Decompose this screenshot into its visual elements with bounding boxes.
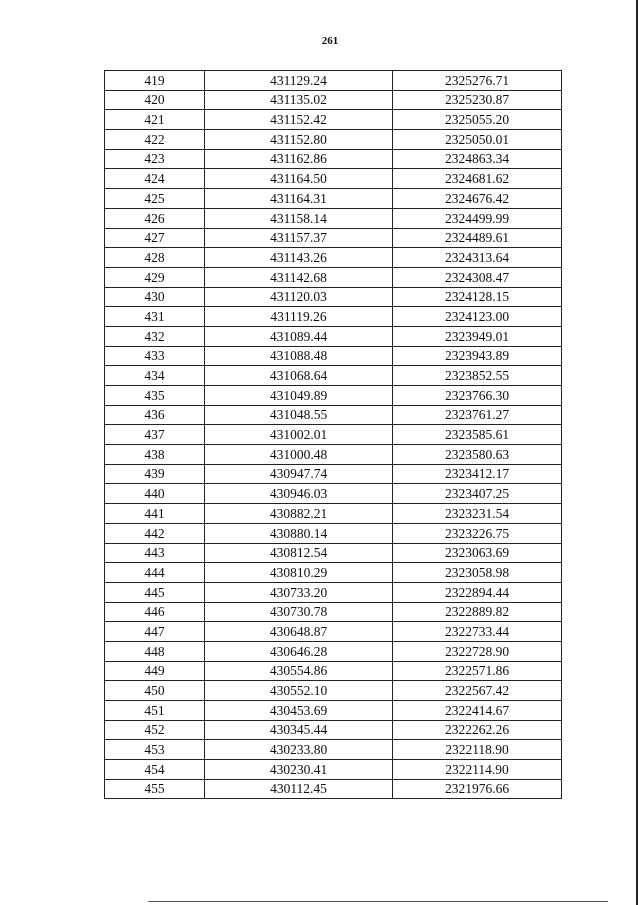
point-number-cell: 424 [105, 169, 205, 189]
y-coordinate-cell: 2322567.42 [393, 681, 562, 701]
y-coordinate-cell: 2323852.55 [393, 366, 562, 386]
x-coordinate-cell: 431068.64 [205, 366, 393, 386]
point-number-cell: 448 [105, 641, 205, 661]
table-row [105, 208, 562, 228]
x-coordinate-cell: 431002.01 [205, 425, 393, 445]
y-coordinate-cell: 2322894.44 [393, 582, 562, 602]
point-number-cell: 439 [105, 464, 205, 484]
y-coordinate-cell: 2324681.62 [393, 169, 562, 189]
point-number-cell: 428 [105, 248, 205, 268]
x-coordinate-cell: 430230.41 [205, 760, 393, 780]
table-row [105, 720, 562, 740]
x-coordinate-cell: 430812.54 [205, 543, 393, 563]
point-number-cell: 434 [105, 366, 205, 386]
point-number-cell: 447 [105, 622, 205, 642]
y-coordinate-cell: 2324863.34 [393, 149, 562, 169]
coordinates-table-body [105, 71, 562, 799]
y-coordinate-cell: 2323949.01 [393, 326, 562, 346]
page-edge-right [636, 0, 638, 905]
y-coordinate-cell: 2324123.00 [393, 307, 562, 327]
x-coordinate-cell: 431000.48 [205, 445, 393, 465]
y-coordinate-cell: 2325055.20 [393, 110, 562, 130]
x-coordinate-cell: 430552.10 [205, 681, 393, 701]
table-row [105, 425, 562, 445]
table-row [105, 366, 562, 386]
x-coordinate-cell: 430730.78 [205, 602, 393, 622]
point-number-cell: 427 [105, 228, 205, 248]
x-coordinate-cell: 431152.80 [205, 130, 393, 150]
y-coordinate-cell: 2324676.42 [393, 189, 562, 209]
table-row [105, 169, 562, 189]
y-coordinate-cell: 2322733.44 [393, 622, 562, 642]
table-row [105, 90, 562, 110]
table-row [105, 543, 562, 563]
y-coordinate-cell: 2323761.27 [393, 405, 562, 425]
point-number-cell: 451 [105, 701, 205, 721]
y-coordinate-cell: 2325230.87 [393, 90, 562, 110]
y-coordinate-cell: 2324499.99 [393, 208, 562, 228]
y-coordinate-cell: 2323058.98 [393, 563, 562, 583]
y-coordinate-cell: 2322728.90 [393, 641, 562, 661]
y-coordinate-cell: 2324128.15 [393, 287, 562, 307]
y-coordinate-cell: 2323063.69 [393, 543, 562, 563]
x-coordinate-cell: 431129.24 [205, 71, 393, 91]
point-number-cell: 441 [105, 504, 205, 524]
table-row [105, 602, 562, 622]
y-coordinate-cell: 2321976.66 [393, 779, 562, 799]
y-coordinate-cell: 2322262.26 [393, 720, 562, 740]
point-number-cell: 426 [105, 208, 205, 228]
y-coordinate-cell: 2323412.17 [393, 464, 562, 484]
point-number-cell: 436 [105, 405, 205, 425]
x-coordinate-cell: 431120.03 [205, 287, 393, 307]
x-coordinate-cell: 431157.37 [205, 228, 393, 248]
point-number-cell: 433 [105, 346, 205, 366]
point-number-cell: 455 [105, 779, 205, 799]
point-number-cell: 422 [105, 130, 205, 150]
page-edge-bottom [148, 901, 608, 902]
y-coordinate-cell: 2323580.63 [393, 445, 562, 465]
table-row [105, 405, 562, 425]
point-number-cell: 438 [105, 445, 205, 465]
x-coordinate-cell: 431135.02 [205, 90, 393, 110]
x-coordinate-cell: 431048.55 [205, 405, 393, 425]
point-number-cell: 446 [105, 602, 205, 622]
x-coordinate-cell: 431119.26 [205, 307, 393, 327]
x-coordinate-cell: 430880.14 [205, 523, 393, 543]
table-row [105, 445, 562, 465]
x-coordinate-cell: 430733.20 [205, 582, 393, 602]
y-coordinate-cell: 2325276.71 [393, 71, 562, 91]
table-row [105, 681, 562, 701]
y-coordinate-cell: 2323231.54 [393, 504, 562, 524]
x-coordinate-cell: 430646.28 [205, 641, 393, 661]
point-number-cell: 423 [105, 149, 205, 169]
point-number-cell: 442 [105, 523, 205, 543]
point-number-cell: 429 [105, 267, 205, 287]
table-row [105, 464, 562, 484]
point-number-cell: 432 [105, 326, 205, 346]
x-coordinate-cell: 431152.42 [205, 110, 393, 130]
table-row [105, 523, 562, 543]
table-row [105, 228, 562, 248]
table-row [105, 504, 562, 524]
point-number-cell: 450 [105, 681, 205, 701]
x-coordinate-cell: 430946.03 [205, 484, 393, 504]
table-row [105, 484, 562, 504]
x-coordinate-cell: 430453.69 [205, 701, 393, 721]
x-coordinate-cell: 430648.87 [205, 622, 393, 642]
table-row [105, 779, 562, 799]
point-number-cell: 419 [105, 71, 205, 91]
x-coordinate-cell: 431164.50 [205, 169, 393, 189]
point-number-cell: 454 [105, 760, 205, 780]
point-number-cell: 425 [105, 189, 205, 209]
y-coordinate-cell: 2324313.64 [393, 248, 562, 268]
y-coordinate-cell: 2323585.61 [393, 425, 562, 445]
y-coordinate-cell: 2323407.25 [393, 484, 562, 504]
x-coordinate-cell: 431164.31 [205, 189, 393, 209]
y-coordinate-cell: 2322889.82 [393, 602, 562, 622]
y-coordinate-cell: 2322414.67 [393, 701, 562, 721]
point-number-cell: 435 [105, 386, 205, 406]
table-row [105, 760, 562, 780]
table-row [105, 386, 562, 406]
y-coordinate-cell: 2322571.86 [393, 661, 562, 681]
point-number-cell: 440 [105, 484, 205, 504]
table-row [105, 110, 562, 130]
x-coordinate-cell: 431088.48 [205, 346, 393, 366]
x-coordinate-cell: 430233.80 [205, 740, 393, 760]
coordinates-table [104, 70, 562, 799]
table-row [105, 267, 562, 287]
x-coordinate-cell: 431143.26 [205, 248, 393, 268]
x-coordinate-cell: 431142.68 [205, 267, 393, 287]
x-coordinate-cell: 430345.44 [205, 720, 393, 740]
x-coordinate-cell: 430947.74 [205, 464, 393, 484]
table-row [105, 661, 562, 681]
x-coordinate-cell: 430810.29 [205, 563, 393, 583]
point-number-cell: 449 [105, 661, 205, 681]
table-row [105, 740, 562, 760]
table-row [105, 641, 562, 661]
table-row [105, 307, 562, 327]
table-row [105, 582, 562, 602]
table-row [105, 346, 562, 366]
point-number-cell: 420 [105, 90, 205, 110]
x-coordinate-cell: 431089.44 [205, 326, 393, 346]
point-number-cell: 452 [105, 720, 205, 740]
point-number-cell: 445 [105, 582, 205, 602]
table-row [105, 287, 562, 307]
point-number-cell: 453 [105, 740, 205, 760]
x-coordinate-cell: 430554.86 [205, 661, 393, 681]
table-row [105, 622, 562, 642]
y-coordinate-cell: 2323943.89 [393, 346, 562, 366]
point-number-cell: 444 [105, 563, 205, 583]
y-coordinate-cell: 2322118.90 [393, 740, 562, 760]
table-row [105, 149, 562, 169]
x-coordinate-cell: 431162.86 [205, 149, 393, 169]
x-coordinate-cell: 431049.89 [205, 386, 393, 406]
y-coordinate-cell: 2323226.75 [393, 523, 562, 543]
y-coordinate-cell: 2324308.47 [393, 267, 562, 287]
point-number-cell: 437 [105, 425, 205, 445]
page-number: 261 [321, 35, 339, 47]
y-coordinate-cell: 2323766.30 [393, 386, 562, 406]
table-row [105, 248, 562, 268]
y-coordinate-cell: 2324489.61 [393, 228, 562, 248]
y-coordinate-cell: 2322114.90 [393, 760, 562, 780]
x-coordinate-cell: 430112.45 [205, 779, 393, 799]
table-row [105, 563, 562, 583]
table-row [105, 701, 562, 721]
point-number-cell: 443 [105, 543, 205, 563]
point-number-cell: 430 [105, 287, 205, 307]
table-row [105, 326, 562, 346]
point-number-cell: 421 [105, 110, 205, 130]
table-row [105, 130, 562, 150]
point-number-cell: 431 [105, 307, 205, 327]
x-coordinate-cell: 431158.14 [205, 208, 393, 228]
table-row [105, 189, 562, 209]
table-row [105, 71, 562, 91]
y-coordinate-cell: 2325050.01 [393, 130, 562, 150]
x-coordinate-cell: 430882.21 [205, 504, 393, 524]
